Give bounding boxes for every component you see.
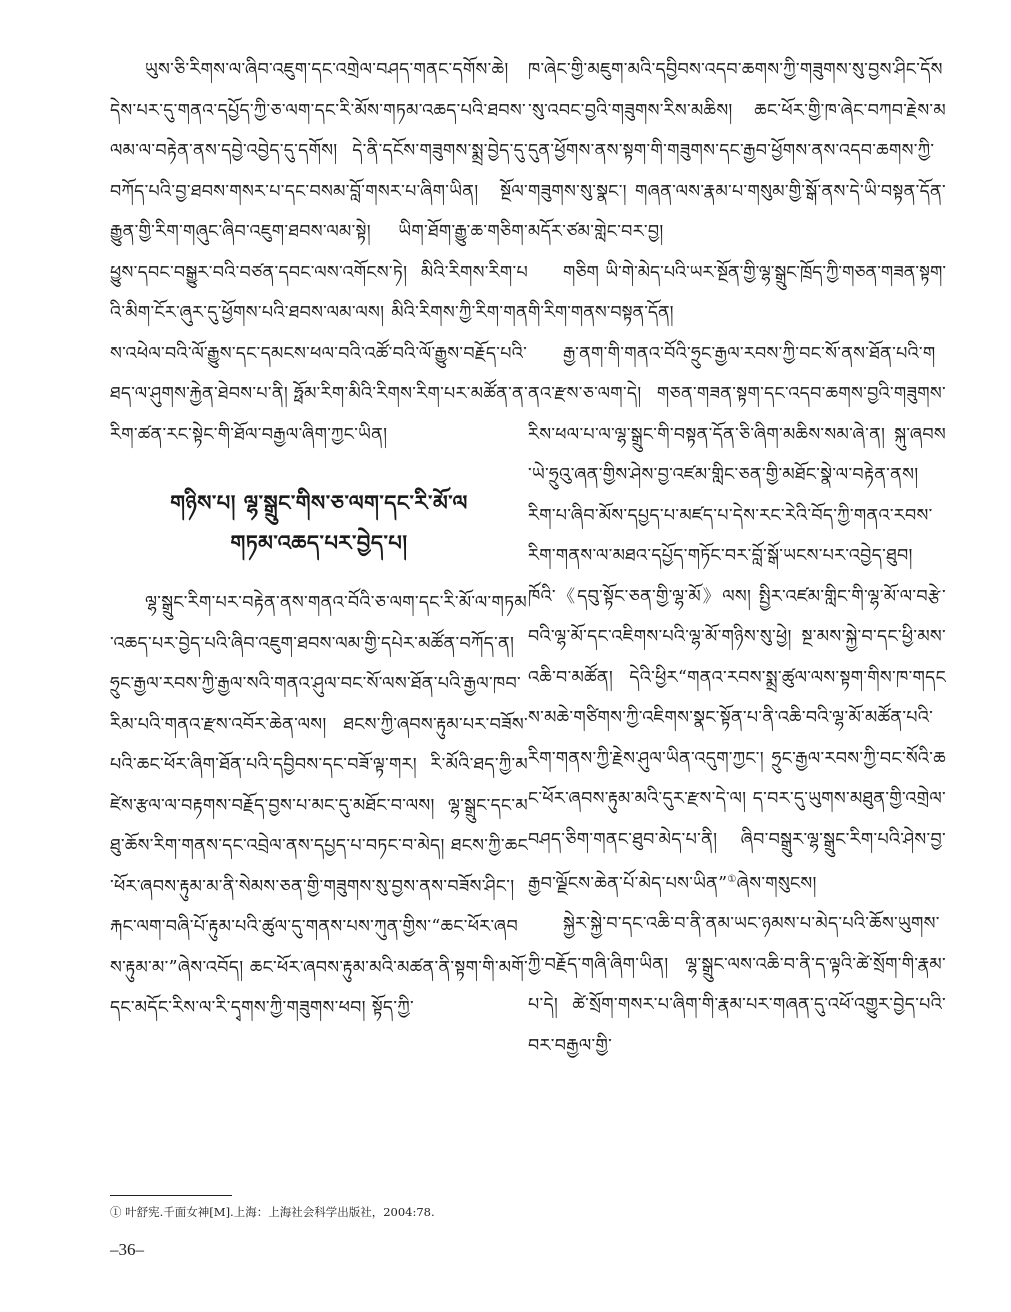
body-paragraph: སྐྱེར་སྐྱེ་བ་དང་འཆི་བ་ནི་ནམ་ཡང་ཉམས་པ་མེད་པའི་ཆོས་ཡུགས་ཀྱི་བརྗོད་གཞི་ཞིག་ཡིན། ལྷ་སྒྲུང་ལས་འཆི་བ་ནི་ད་ལྟའི་ཚེ་སྲོག་གི་རྣམ་པ་དེ། ཚེ་སྲོག་གསར་པ་ཞིག་གི་རྣམ་པར་གཞན་དུ་འཕོ་འགྱུར་བྱེད་པའི་བར་བརྒྱལ་གྱི་ xyxy=(528,914,946,1056)
subsection-heading xyxy=(528,253,946,334)
subsection-heading-line: གཅན་གཟན་སྟག་གི་རིག་གནས་བསྟན་དོན། xyxy=(528,262,946,323)
paragraph-text: རྒྱ་ནག་གི་གནའ་བོའི་ཧྲུང་རྒྱལ་རབས་ཀྱི་བང་སོ་ནས་ཐོན་པའི་གནའ་རྫས་ཅ་ལག་དེ། གཅན་གཟན་སྟག་དང་འདབ་ཆགས་བྱའི་གཟུགས་རིས་ཕལ་པ་ལ་ལྷ་སྒྲུང་གི་བསྟན་དོན་ཅི་ཞིག་མཆིས་སམ་ཞེ་ན། སྐུ་ཞབས་ཡེ་ཧྲུའུ་ཞན་གྱིས་ཤེས་བྱ་འཛམ་གླིང་ཅན་གྱི་མཐོང་སྣེ་ལ་བརྟེན་ནས། རིག་པ་ཞིབ་མོས་དཔྱད་པ་མཛད་པ་དེས་རང་རེའི་བོད་ཀྱི་གནའ་རབས་རིག་གནས་ལ་མཐའ་དཔྱོད་གཏོང་བར་བློ་སྒོ་ཡངས་པར་འབྱེད་ཐུབ། ཁོའི་《དབུ་སྟོང་ཅན་གྱི་ལྷ་མོ》ལས། སྤྱིར་འཛམ་གླིང་གི་ལྷ་མོ་ལ་བརྩེ་བའི་ལྷ་མོ་དང་འཇིགས་པའི་ལྷ་མོ་གཉིས་སུ་ཕྱེ། སྔ་མས་སྐྱེ་བ་དང་ཕྱི་མས་འཆི་བ་མཚོན། དེའི་ཕྱིར“གནའ་རབས་སྨྲ་ཚུལ་ལས་སྟག་གིས་ཁ་གདངས་མཆེ་གཙིགས་ཀྱི་འཇིགས་སྣང་སྟོན་པ་ནི་འཆི་བའི་ལྷ་མོ་མཚོན་པའི་རིག་གནས་ཀྱི་རྗེས་ཤུལ་ཡིན་འདུག་ཀྱང་། ཧྲུང་རྒྱལ་རབས་ཀྱི་བང་སོའི་ཆང་ཕོར་ཞབས་རྟུམ་མའི་དུར་རྫས་དེ་ལ། ད་བར་དུ་ཡུགས་མཐུན་གྱི་འགྲེལ་བཤད་ཅིག་གནང་ཐུབ་མེད་པ་ནི། ཞིབ་བསྒྲུར་ལྷ་སྒྲུང་རིག་པའི་ཤེས་བྱ་རྒྱབ་ལྗོངས་ཆེན་པོ་མེད་པས་ཡིན” xyxy=(528,343,946,894)
right-column xyxy=(528,50,946,1066)
heading-line: གཉིས་པ། ལྷ་སྒྲུང་གིས་ཅ་ལག་དང་རི་མོ་ལ xyxy=(170,490,468,515)
paragraph-text: ཞེས་གསུངས། xyxy=(736,873,817,894)
body-paragraph: ལྷ་སྒྲུང་རིག་པར་བརྟེན་ནས་གནའ་བོའི་ཅ་ལག་དང་རི་མོ་ལ་གཏམ་འཆད་པར་བྱེད་པའི་ཞིབ་འཇུག་ཐབས་ལམ་གྱི་དཔེར་མཚོན་བཀོད་ན། ཧྲུང་རྒྱལ་རབས་ཀྱི་རྒྱལ་སའི་གནའ་ཤུལ་བང་སོ་ལས་ཐོན་པའི་རྒྱལ་ཁབ་རིམ་པའི་གནའ་རྫས་འབོར་ཆེན་ལས། ཐངས་ཀྱི་ཞབས་རྟུམ་པར་བཟོས་པའི་ཆང་ཕོར་ཞིག་ཐོན་པའི་དབྱིབས་དང་བཟོ་ལྟ་གར། རི་མོའི་ཐད་ཀྱི་མཛེས་རྩལ་ལ་བརྟགས་བརྗོད་བྱས་པ་མང་དུ་མཐོང་བ་ལས། ལྷ་སྒྲུང་དང་མཐུ་ཆོས་རིག་གནས་དང་འབྲེལ་ནས་དཔྱད་པ་བཏང་བ་མེད། ཐངས་ཀྱི་ཆང་ཕོར་ཞབས་རྟུམ་མ་ནི་སེམས་ཅན་གྱི་གཟུགས་སུ་བྱས་ནས་བཟོས་ཤིང་། རྐང་ལག་བཞི་པོ་རྟུམ་པའི་ཚུལ་དུ་གནས་པས་ཀུན་གྱིས་“ཆང་ཕོར་ཞབས་རྟུམ་མ་”ཞེས་འབོད། ཆང་ཕོར་ཞབས་རྟུམ་མའི་མཚན་ནི་སྟག་གི་མགོ་དང་མདོང་རིས་ལ་རི་དྭགས་ཀྱི་གཟུགས་ཕབ། སྟོད་ཀྱི་ xyxy=(110,593,528,1018)
footnote-divider xyxy=(110,1195,232,1196)
body-paragraph xyxy=(528,334,946,905)
page-number: –36– xyxy=(110,1240,144,1259)
section-heading xyxy=(110,483,528,563)
footnote-marker[interactable]: ① xyxy=(727,874,737,885)
left-column xyxy=(110,50,528,1029)
footnote: ① 叶舒宪.千面女神[M].上海：上海社会科学出版社，2004:78. xyxy=(110,1205,435,1219)
body-paragraph: ཁ་ཞེང་གྱི་མཇུག་མའི་དབྱིབས་འདབ་ཆགས་ཀྱི་གཟུགས་སུ་བྱས་ཤིང་དོས་སུ་འབང་བྱའི་གཟུགས་རིས་མཆིས། ཆང་ཕོར་གྱི་ཁ་ཞེང་བཀབ་རྗེས་མདུན་ཕྱོགས་ནས་སྟག་གི་གཟུགས་དང་རྒྱབ་ཕྱོགས་ནས་འདབ་ཆགས་ཀྱི་གཟུགས་སུ་སྣང་། གཞན་ལས་རྣམ་པ་གསུམ་གྱི་སྒོ་ནས་དེ་ཡི་བསྟན་དོན་མདོར་ཙམ་གླེང་བར་བྱ། xyxy=(528,60,946,242)
subsection-heading-line: གཅིག ཡི་གེ་མེད་པའི་ཡར་སྔོན་གྱི་ལྷ་སྒྲུང་ཁྲོད་ཀྱི་ xyxy=(563,262,843,283)
heading-line: གཏམ་འཆད་པར་བྱེད་པ། xyxy=(230,530,408,555)
body-paragraph: ཡུས་ཅི་རིགས་ལ་ཞིབ་འཇུག་དང་འགྲེལ་བཤད་གནང་དགོས་ཆེ། དེས་པར་དུ་གནའ་དཔྱོད་ཀྱི་ཅ་ལག་དང་རི་མོས་གཏམ་འཆད་པའི་ཐབས་ལམ་ལ་བརྟེན་ནས་དབྱེ་འབྱེད་དུ་དགོས། དེ་ནི་དངོས་གཟུགས་སྨྲ་བྱེད་དུ་བཀོད་པའི་བྱ་ཐབས་གསར་པ་དང་བསམ་བློ་གསར་པ་ཞིག་ཡིན། སྔོལ་རྒྱུན་གྱི་རིག་གཞུང་ཞིབ་འཇུག་ཐབས་ལམ་སྟེ། ཡིག་ཐོག་རྒྱུ་ཆ་གཅིག་ཕྱུས་དབང་བསྒྱུར་བའི་བཙན་དབང་ལས་འགོངས་ཏེ། མིའི་རིགས་རིག་པའི་མིག་ངོར་ཞུར་དུ་ཕྱོགས་པའི་ཐབས་ལམ་ལས། མིའི་རིགས་ཀྱི་རིག་གནས་འཕེལ་བའི་ལོ་རྒྱུས་དང་དམངས་ཕལ་བའི་འཚོ་བའི་ལོ་རྒྱུས་བརྗོད་པའི་ཐད་ལ་ཤུགས་རྐྱེན་ཐེབས་པ་ནི། ཧྥོམ་རིག་མིའི་རིགས་རིག་པར་མཚོན་ན་རིག་ཚན་རང་སྟེང་གི་ཐོལ་བརྒྱལ་ཞིག་ཀྱང་ཡིན། xyxy=(110,60,528,445)
